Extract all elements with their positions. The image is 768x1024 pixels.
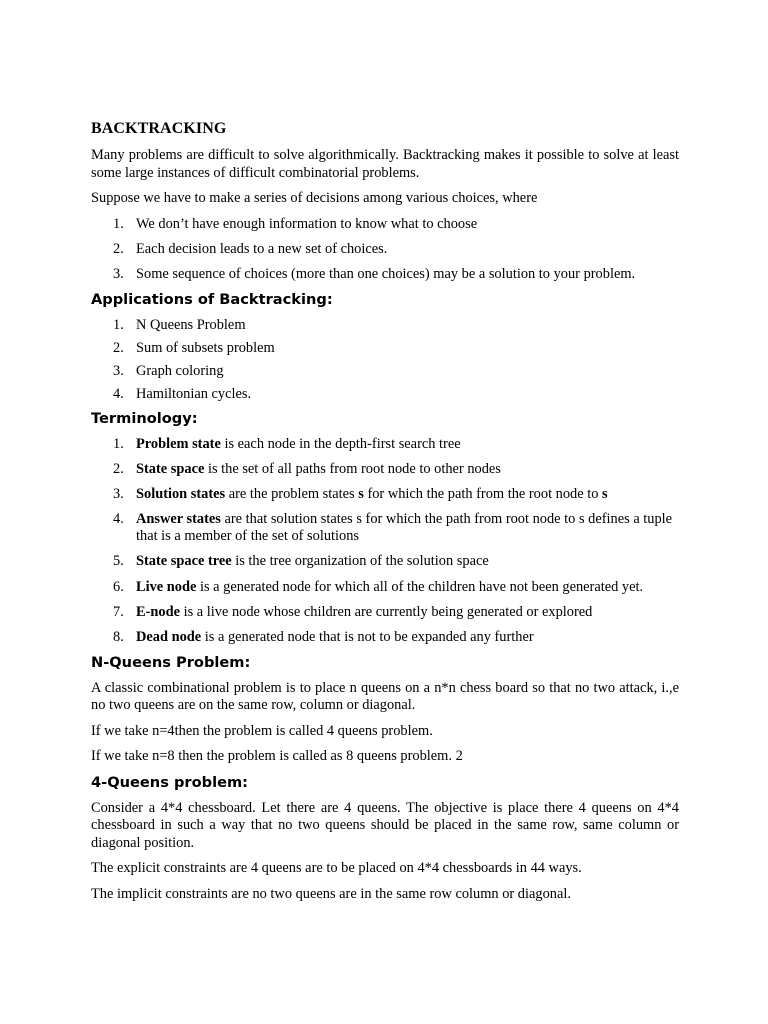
list-item xyxy=(91,266,679,284)
nqueens-n4-paragraph: If we take n=4then the problem is called 4 queens problem. xyxy=(91,722,433,739)
list-number: 2. xyxy=(113,460,124,477)
term-definition: is a live node whose children are currently being generated or explored xyxy=(179,603,593,620)
intro-paragraph: Many problems are difficult to solve algorithmically. Backtracking makes it possible to solve at least some large instances of difficult combinatorial problems. xyxy=(91,147,679,181)
list-number: 2. xyxy=(113,339,124,356)
term-label: E-node xyxy=(136,603,180,620)
term-definition: is the set of all paths from root node to other nodes xyxy=(204,460,501,477)
fourqueens-paragraph: Consider a 4*4 chessboard. Let there are 4 queens. The objective is place there 4 queens on 4*4 chessboard in such a way that no two queens should be placed in the same row, same column or diagonal position. xyxy=(91,799,679,851)
list-item xyxy=(91,386,679,404)
list-item xyxy=(91,340,679,358)
term-definition: is a generated node that is not to be expanded any further xyxy=(201,628,534,645)
list-item xyxy=(91,511,679,546)
nqueens-n8-paragraph: If we take n=8 then the problem is called as 8 queens problem. 2 xyxy=(91,748,463,765)
list-number: 3. xyxy=(113,363,124,380)
term-definition-cont: for which the path from the root node to xyxy=(363,485,603,502)
list-number: 4. xyxy=(113,510,124,527)
term-label: State space xyxy=(136,460,205,477)
term-definition: is the tree organization of the solution space xyxy=(231,553,489,570)
terminology-list xyxy=(91,436,679,647)
list-number: 5. xyxy=(113,553,124,570)
intro-decisions-paragraph: Suppose we have to make a series of decisions among various choices, where xyxy=(91,190,538,206)
list-item-text: Sum of subsets problem xyxy=(136,339,275,356)
term-label: Answer states xyxy=(136,510,221,527)
decisions-list xyxy=(91,216,679,284)
list-item xyxy=(91,629,679,647)
term-emphasis: s xyxy=(602,485,608,502)
list-item-text: Each decision leads to a new set of choices. xyxy=(136,240,388,257)
list-item xyxy=(91,486,679,504)
explicit-constraints-paragraph: The explicit constraints are 4 queens are to be placed on 4*4 chessboards in 44 ways. xyxy=(91,860,582,877)
term-definition: are the problem states xyxy=(225,485,359,502)
list-number: 7. xyxy=(113,603,124,620)
terminology-heading: Terminology: xyxy=(91,409,198,427)
list-item xyxy=(91,604,679,622)
list-item xyxy=(91,461,679,479)
list-item xyxy=(91,553,679,571)
page-title: BACKTRACKING xyxy=(91,120,227,137)
list-item xyxy=(91,436,679,454)
nqueens-paragraph: A classic combinational problem is to place n queens on a n*n chess board so that no two attack, i.,e no two queens are on the same row, column or diagonal. xyxy=(91,679,679,714)
list-number: 3. xyxy=(113,485,124,502)
document-content xyxy=(91,119,679,911)
term-label: Problem state xyxy=(136,435,221,452)
nqueens-heading: N-Queens Problem: xyxy=(91,653,251,671)
term-label: Live node xyxy=(136,578,197,595)
term-label: Solution states xyxy=(136,485,226,502)
implicit-constraints-paragraph: The implicit constraints are no two queens are in the same row column or diagonal. xyxy=(91,885,571,902)
list-item xyxy=(91,317,679,335)
list-item xyxy=(91,241,679,259)
term-emphasis: s xyxy=(358,485,364,502)
term-label: State space tree xyxy=(136,553,232,570)
term-label: Dead node xyxy=(136,628,202,645)
list-item-text: Hamiltonian cycles. xyxy=(136,386,252,403)
list-number: 8. xyxy=(113,628,124,645)
list-item-text: Some sequence of choices (more than one choices) may be a solution to your problem. xyxy=(136,265,636,282)
list-number: 3. xyxy=(113,265,124,282)
term-definition: is a generated node for which all of the children have not been generated yet. xyxy=(196,578,644,595)
list-item-text: N Queens Problem xyxy=(136,316,246,333)
list-item-text: Graph coloring xyxy=(136,363,224,380)
applications-list xyxy=(91,317,679,404)
list-number: 1. xyxy=(113,316,124,333)
term-definition: is each node in the depth-first search tree xyxy=(220,435,461,452)
list-number: 1. xyxy=(113,215,124,232)
list-number: 4. xyxy=(113,386,124,403)
term-definition: are that solution states s for which the path from root node to s defines a tuple that is a member of the set of solutions xyxy=(136,510,673,545)
fourqueens-heading: 4-Queens problem: xyxy=(91,773,249,791)
list-item xyxy=(91,363,679,381)
list-number: 6. xyxy=(113,578,124,595)
list-item xyxy=(91,579,679,597)
applications-heading: Applications of Backtracking: xyxy=(91,290,333,308)
list-item xyxy=(91,216,679,234)
list-item-text: We don’t have enough information to know what to choose xyxy=(136,215,478,232)
list-number: 1. xyxy=(113,435,124,452)
list-number: 2. xyxy=(113,240,124,257)
